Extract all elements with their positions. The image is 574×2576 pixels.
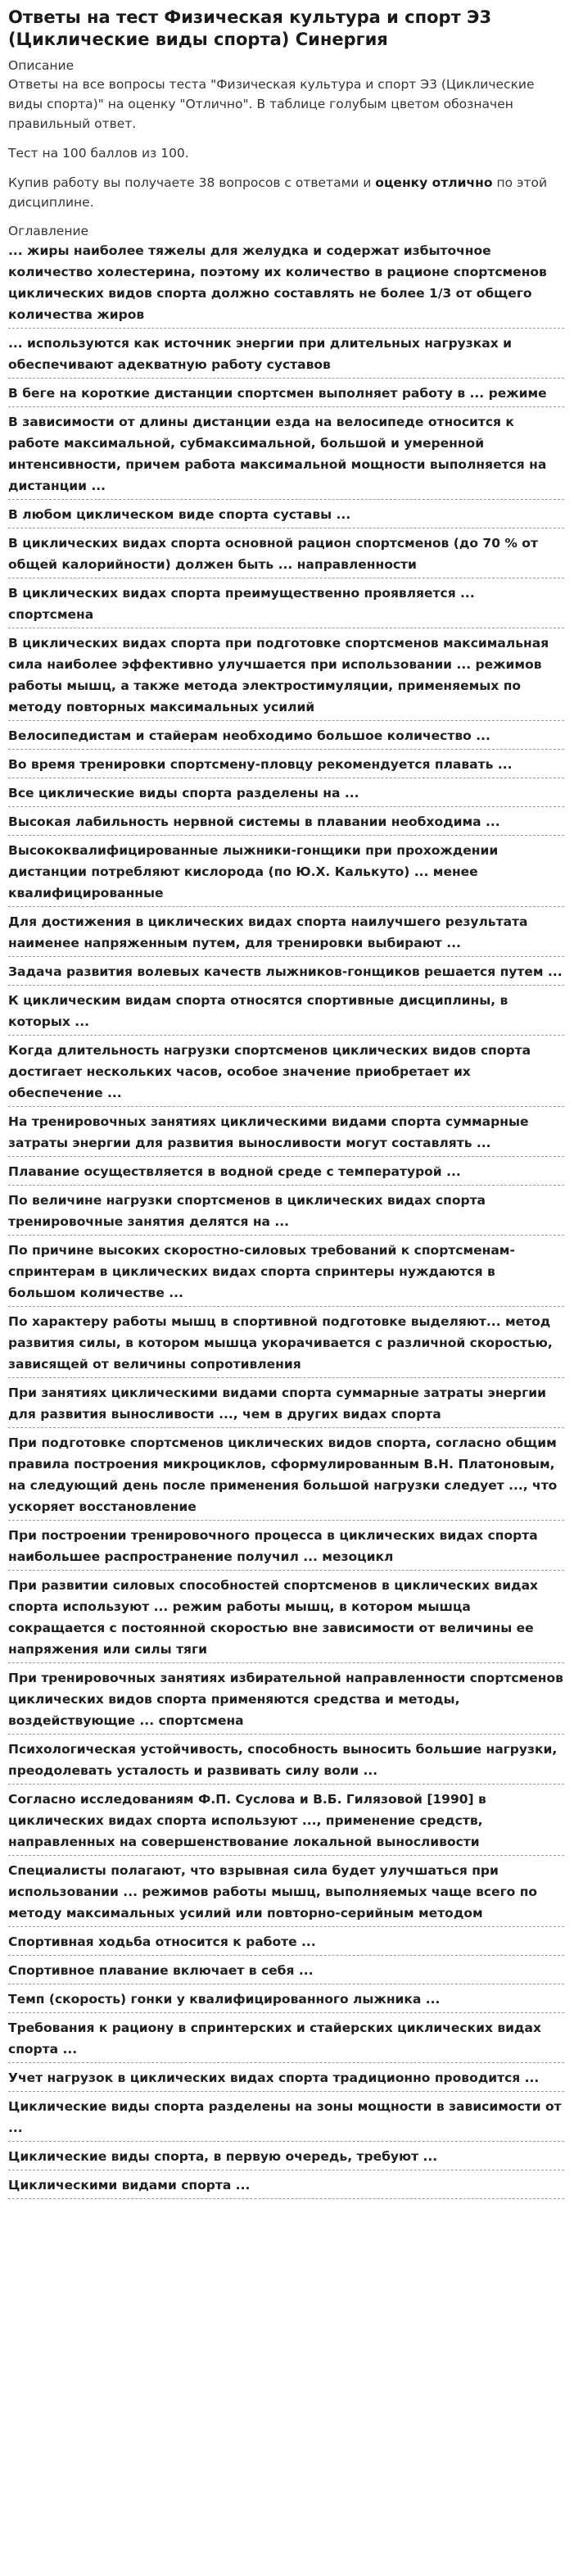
toc-item[interactable]: В беге на короткие дистанции спортсмен выполняет работу в ... режиме xyxy=(8,383,564,407)
toc-item[interactable]: В любом циклическом виде спорта суставы ... xyxy=(8,504,564,528)
toc-item[interactable]: В циклических видах спорта преимущественно проявляется ... спортсмена xyxy=(8,583,564,628)
toc-item[interactable]: ... используются как источник энергии при длительных нагрузках и обеспечивают адекватную работу суставов xyxy=(8,333,564,379)
toc-label: Оглавление xyxy=(8,224,89,238)
toc-item[interactable]: Когда длительность нагрузки спортсменов циклических видов спорта достигает нескольких часов, особое значение приобретает их обеспечение ... xyxy=(8,1040,564,1107)
grade-highlight: оценку отлично xyxy=(375,175,493,190)
toc-item[interactable]: Циклические виды спорта, в первую очередь, требуют ... xyxy=(8,2146,564,2170)
toc-item[interactable]: По величине нагрузки спортсменов в циклических видах спорта тренировочные занятия делятся на ... xyxy=(8,1190,564,1236)
toc-item[interactable]: При тренировочных занятиях избирательной направленности спортсменов циклических видов спорта применяются средства и методы, воздействующие ... спортсмена xyxy=(8,1667,564,1735)
toc-list xyxy=(8,240,564,2199)
toc-item[interactable]: Циклическими видами спорта ... xyxy=(8,2175,564,2199)
toc-item[interactable]: Высококвалифицированные лыжники-гонщики при прохождении дистанции потребляют кислорода (по Ю.Х. Калькуто) ... менее квалифицированные xyxy=(8,840,564,907)
toc-item[interactable]: При занятиях циклическими видами спорта суммарные затраты энергии для развития выносливости ..., чем в других видах спорта xyxy=(8,1382,564,1428)
toc-item[interactable]: Все циклические виды спорта разделены на ... xyxy=(8,782,564,807)
toc-item[interactable]: Требования к рациону в спринтерских и стайерских циклических видах спорта ... xyxy=(8,2017,564,2063)
toc-item[interactable]: Темп (скорость) гонки у квалифицированного лыжника ... xyxy=(8,1989,564,2013)
toc-item[interactable]: Велосипедистам и стайерам необходимо большое количество ... xyxy=(8,725,564,750)
toc-item[interactable]: К циклическим видам спорта относятся спортивные дисциплины, в которых ... xyxy=(8,990,564,1036)
toc-item[interactable]: Спортивная ходьба относится к работе ... xyxy=(8,1931,564,1956)
toc-item[interactable]: Учет нагрузок в циклических видах спорта традиционно проводится ... xyxy=(8,2067,564,2092)
toc-item[interactable]: Во время тренировки спортсмену-пловцу рекомендуется плавать ... xyxy=(8,754,564,778)
toc-item[interactable]: На тренировочных занятиях циклическими видами спорта суммарные затраты энергии для развития выносливости могут составлять ... xyxy=(8,1111,564,1157)
toc-item[interactable]: Высокая лабильность нервной системы в плавании необходима ... xyxy=(8,811,564,836)
description-label: Описание xyxy=(8,58,75,73)
toc-item[interactable]: При развитии силовых способностей спортсменов в циклических видах спорта используют ... режим работы мышц, в котором мышца сокращается с постоянной скоростью вне зависимости от величины ее напряжения или силы тяги xyxy=(8,1575,564,1663)
toc-item[interactable]: ... жиры наиболее тяжелы для желудка и содержат избыточное количество холестерина, поэтому их количество в рационе спортсменов циклических видов спорта должно составлять не более 1/3 от общего количества жиров xyxy=(8,240,564,329)
toc-item[interactable]: Циклические виды спорта разделены на зоны мощности в зависимости от ... xyxy=(8,2096,564,2142)
description-text: Ответы на все вопросы теста "Физическая культура и спорт Э3 (Циклические виды спорта)" на оценку "Отлично". В таблице голубым цветом обозначен правильный ответ. xyxy=(8,77,535,131)
toc-item[interactable]: При подготовке спортсменов циклических видов спорта, согласно общим правила построения микроциклов, сформулированным В.Н. Платоновым, на следующий день после применения большой нагрузки следует ..., что ускоряет восстановление xyxy=(8,1432,564,1521)
toc-item[interactable]: Задача развития волевых качеств лыжников-гонщиков решается путем ... xyxy=(8,961,564,986)
toc-item[interactable]: В зависимости от длины дистанции езда на велосипеде относится к работе максимальной, субмаксимальной, большой и умеренной интенсивности, причем работа максимальной мощности выполняется на дистанции ... xyxy=(8,411,564,500)
toc-item[interactable]: При построении тренировочного процесса в циклических видах спорта наибольшее распространение получил ... мезоцикл xyxy=(8,1525,564,1571)
toc-item[interactable]: В циклических видах спорта при подготовке спортсменов максимальная сила наиболее эффективно улучшается при использовании ... режимов работы мышц, а также метода электростимуляции, применяемых по методу повторных максимальных усилий xyxy=(8,633,564,721)
toc-item[interactable]: Психологическая устойчивость, способность выносить большие нагрузки, преодолевать усталость и развивать силу воли ... xyxy=(8,1739,564,1785)
toc-item[interactable]: Специалисты полагают, что взрывная сила будет улучшаться при использовании ... режимов работы мышц, выполняемых чаще всего по методу максимальных усилий или повторно-серийным методом xyxy=(8,1860,564,1927)
toc-item[interactable]: В циклических видах спорта основной рацион спортсменов (до 70 % от общей калорийности) должен быть ... направленности xyxy=(8,533,564,578)
toc-item[interactable]: По причине высоких скоростно-силовых требований к спортсменам-спринтерам в циклических видах спорта спринтеры нуждаются в большом количестве ... xyxy=(8,1240,564,1307)
purchase-text: Купив работу вы получаете 38 вопросов с ответами и оценку отлично по этой дисциплине. xyxy=(8,175,548,210)
toc-item[interactable]: Согласно исследованиям Ф.П. Суслова и В.Б. Гилязовой [1990] в циклических видах спорта используют ..., применение средств, направленных на совершенствование локальной выносливости xyxy=(8,1789,564,1856)
toc-item[interactable]: Плавание осуществляется в водной среде с температурой ... xyxy=(8,1161,564,1186)
toc-item[interactable]: Для достижения в циклических видах спорта наилучшего результата наименее напряженным путем, для тренировки выбирают ... xyxy=(8,911,564,957)
toc-item[interactable]: Спортивное плавание включает в себя ... xyxy=(8,1960,564,1984)
score-text: Тест на 100 баллов из 100. xyxy=(8,146,189,161)
page-title: Ответы на тест Физическая культура и спорт Э3 (Циклические виды спорта) Синергия xyxy=(8,7,492,49)
toc-item[interactable]: По характеру работы мышц в спортивной подготовке выделяют... метод развития силы, в котором мышца укорачивается с различной скоростью, зависящей от величины сопротивления xyxy=(8,1311,564,1378)
